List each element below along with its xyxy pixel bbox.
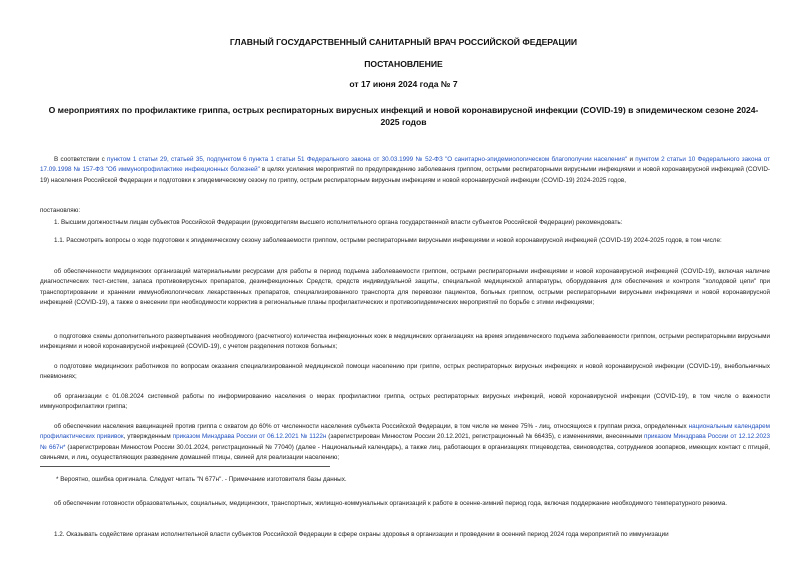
paragraph-1: 1. Высшим должностным лицам субъектов Российской Федерации (руководителям высшего исполнительного органа государственной власти субъектов Российской Федерации) рекомендовать:: [54, 219, 623, 226]
item-beds-scheme: о подготовке схемы дополнительного развертывания необходимого (расчетного) количества инфекционных коек в медицинских организациях на время эпидемического подъема заболеваемости гриппом, острыми респираторными вирусными инфекциями и новой коронавирусной инфекцией (COVID-19), с учетом разделения потоков больных;: [40, 333, 770, 351]
intro-text-1: В соответствии с: [54, 156, 108, 163]
paragraph-1-2: 1.2. Оказывать содействие органам исполнительной власти субъектов Российской Федерации в сфере охраны здоровья в организации и проведении в осенний период 2024 года мероприятий по иммунизации: [54, 531, 669, 538]
footnote: * Вероятно, ошибка оригинала. Следует читать "N 677н". - Примечание изготовителя базы данных.: [56, 476, 347, 483]
law-52fz-link[interactable]: пунктом 1 статьи 29, статьей 35, подпунктом 6 пункта 1 статьи 51 Федерального закона от 30.03.1999 № 52-ФЗ "О санитарно-эпидемиологическом благополучии населения": [107, 156, 628, 163]
item-public-info: об организации с 01.08.2024 системной работы по информированию населения о мерах профилактики гриппа, острых респираторных вирусных инфекций, новой коронавирусной инфекции (COVID-19), в том числе о важности иммунопрофилактики гриппа;: [40, 393, 770, 411]
item-staff-training: о подготовке медицинских работников по вопросам оказания специализированной медицинской помощи населению при гриппе, острых респираторных вирусных инфекциях и новой коронавирусной инфекции (COVID-19), внебольничных пневмониях;: [40, 363, 770, 381]
issuer-heading: ГЛАВНЫЙ ГОСУДАРСТВЕННЫЙ САНИТАРНЫЙ ВРАЧ РОССИЙСКОЙ ФЕДЕРАЦИИ: [229, 37, 578, 47]
document-title: О мероприятиях по профилактике гриппа, острых респираторных вирусных инфекций и новой коронавирусной инфекции (COVID-19) в эпидемическом сезоне 2024-2025 годов: [48, 105, 759, 127]
paragraph-1-1: 1.1. Рассмотреть вопросы о ходе подготовки к эпидемическому сезону заболеваемости гриппом, острыми респираторными вирусными инфекциями и новой коронавирусной инфекцией (COVID-19) 2024-2025 годов, в том числе:: [54, 237, 722, 244]
footnote-divider: [40, 466, 330, 467]
order-667n-link[interactable]: приказом Минздрава России от 12.12.2023 № 667н*: [40, 433, 770, 451]
law-157fz-link[interactable]: пунктом 2 статьи 10 Федерального закона от 17.09.1998 № 157-ФЗ "Об иммунопрофилактике инфекционных болезней": [40, 156, 771, 174]
intro-paragraph: [40, 155, 770, 186]
vacc-text-3: (зарегистрирован Минюстом России 20.12.2021, регистрационный № 66435), с изменениями, внесенными: [326, 433, 645, 441]
intro-text-2: и: [627, 156, 636, 163]
intro-text-3: в целях усиления мероприятий по предупреждению заболевания гриппом, острыми респираторными вирусными инфекциями и новой коронавирусной инфекцией (COVID-19) населения Российской Федерации и подготовки к эпидемическому сезону по гриппу, острым респираторным вирусным инфекциям и новой коронавирусной инфекции (COVID-19) 2024-2025 годов,: [40, 166, 770, 184]
document-date-number: от 17 июня 2024 года № 7: [349, 79, 458, 89]
document-type: ПОСТАНОВЛЕНИЕ: [364, 59, 443, 69]
resolve-word: постановляю:: [40, 207, 81, 214]
vacc-text-4: (зарегистрирован Минюстом России 30.01.2024, регистрационный № 77040) (далее - Национальный календарь), а также лиц, работающих в организациях птицеводства, свиноводства, сотрудников зоопарков, имеющих контакт с птицей, свиньями, и лиц, осуществляющих разведение домашней птицы, свиней для реализации населению;: [40, 443, 770, 462]
item-vaccination: [40, 422, 770, 464]
vacc-text-2: , утвержденным: [123, 433, 173, 441]
item-readiness: об обеспечении готовности образовательных, социальных, медицинских, транспортных, жилищно-коммунальных организаций к работе в осенне-зимний период года, включая поддержание необходимого температурного режима.: [54, 500, 728, 507]
national-calendar-link[interactable]: национальным календарем профилактических прививок: [40, 423, 770, 441]
vacc-text-1: об обеспечении населения вакцинацией против гриппа с охватом до 60% от численности населения субъекта Российской Федерации, в том числе не менее 75% - лиц, относящихся к группам риска, определенных: [54, 423, 689, 430]
order-1122n-link[interactable]: приказом Минздрава России от 06.12.2021 № 1122н: [172, 433, 327, 441]
item-resources: об обеспеченности медицинских организаций материальными ресурсами для работы в период подъема заболеваемости гриппом, острыми респираторными инфекциями и новой коронавирусной инфекцией (COVID-19), включая наличие диагностических тест-систем, запаса противовирусных препаратов, дезинфекционных Средств, средств индивидуальной защиты, специальной медицинской аппаратуры, оборудования для обеспечения и контроля "холодовой цепи" при транспортировании и хранении иммунобиологических лекарственных препаратов, специализированного транспорта для перевозки пациентов, больных гриппом, острыми респираторными вирусными инфекциями и новой коронавирусной инфекцией (COVID-19), а также о внесении при необходимости корректив в региональные планы профилактических и противоэпидемических мероприятий по борьбе с этими инфекциями;: [40, 268, 770, 307]
